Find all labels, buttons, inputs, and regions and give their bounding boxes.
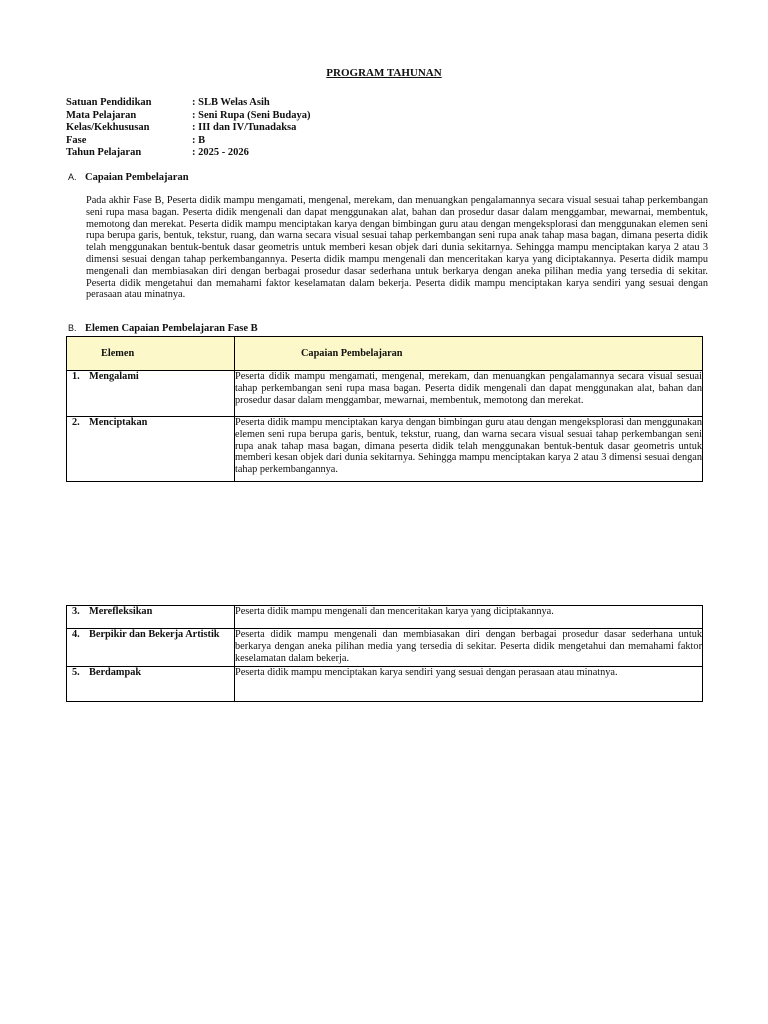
- info-row-kelas: [66, 122, 310, 135]
- table-row: [67, 667, 703, 702]
- elemen-name: Merefleksikan: [89, 606, 153, 617]
- elemen-name: Berpikir dan Bekerja Artistik: [89, 629, 220, 640]
- table-row: [67, 606, 703, 629]
- table-row: [67, 629, 703, 667]
- capaian-cell: Peserta didik mampu mengenali dan menceritakan karya yang diciptakannya.: [235, 606, 703, 629]
- info-row-fase: [66, 135, 310, 148]
- capaian-cell: Peserta didik mampu menciptakan karya dengan bimbingan guru atau dengan mengeksplorasi dan menggunakan elemen seni rupa berupa garis, bentuk, tekstur, ruang, dan warna secara visual sesuai tahap perkembangan seni rupa anak tahap masa bagan, dimana peserta didik telah menggunakan bentuk-bentuk dasar geometris untuk memberi kesan objek dari dunia sekitarnya. Sehingga mampu menciptakan karya 2 atau 3 dimensi sesuai dengan tahap perkembangannya.: [235, 417, 703, 482]
- elemen-table-page2: [66, 605, 703, 702]
- header-elemen: Elemen: [67, 337, 235, 371]
- info-row-mapel: [66, 110, 310, 123]
- elemen-cell: [67, 417, 235, 482]
- info-label: Satuan Pendidikan: [66, 97, 152, 108]
- elemen-name: Berdampak: [89, 667, 142, 678]
- section-letter: A.: [68, 172, 77, 182]
- page-title: PROGRAM TAHUNAN: [326, 67, 442, 79]
- info-value: : B: [192, 134, 206, 146]
- elemen-name: Mengalami: [89, 371, 139, 382]
- info-label: Kelas/Kekhususan: [66, 122, 150, 133]
- info-value: : III dan IV/Tunadaksa: [192, 122, 297, 133]
- row-number: 4.: [72, 629, 80, 640]
- row-number: 5.: [72, 667, 80, 678]
- header-capaian: Capaian Pembelajaran: [235, 337, 703, 371]
- info-label: Fase: [66, 134, 87, 146]
- row-number: 2.: [72, 417, 80, 428]
- capaian-cell: Peserta didik mampu mengenali dan membiasakan diri dengan berbagai prosedur dasar sederhana untuk berkarya dengan aneka pilihan media yang tersedia di sekitar. Peserta didik mengetahui dan memahami faktor keselamatan dalam bekerja.: [235, 629, 703, 667]
- info-label: Mata Pelajaran: [66, 109, 137, 121]
- info-value: : 2025 - 2026: [192, 147, 249, 158]
- table-row: [67, 371, 703, 417]
- info-row-satuan: [66, 97, 310, 110]
- table-header-row: [67, 337, 703, 371]
- info-value: : Seni Rupa (Seni Budaya): [192, 109, 311, 121]
- row-number: 1.: [72, 371, 80, 382]
- elemen-cell: [67, 667, 235, 702]
- elemen-name: Menciptakan: [89, 417, 148, 428]
- info-row-tahun: [66, 147, 310, 160]
- section-title: Capaian Pembelajaran: [85, 172, 189, 183]
- info-value: : SLB Welas Asih: [192, 97, 270, 108]
- table-row: [67, 417, 703, 482]
- elemen-table-page1: [66, 336, 703, 482]
- capaian-cell: Peserta didik mampu mengamati, mengenal, merekam, dan menuangkan pengalamannya secara visual sesuai tahap perkembangan seni rupa masa bagan. Peserta didik mengenali dan dapat menggunakan alat, bahan dan prosedur dasar dalam menggambar, mewarnai, membentuk, memotong dan merekat.: [235, 371, 703, 417]
- section-a-heading: [68, 172, 189, 183]
- section-letter: B.: [68, 323, 77, 333]
- section-title: Elemen Capaian Pembelajaran Fase B: [85, 323, 258, 334]
- capaian-cell: Peserta didik mampu menciptakan karya sendiri yang sesuai dengan perasaan atau minatnya.: [235, 667, 703, 702]
- elemen-cell: [67, 629, 235, 667]
- row-number: 3.: [72, 606, 80, 617]
- school-info: [66, 97, 310, 160]
- capaian-paragraph: Pada akhir Fase B, Peserta didik mampu mengamati, mengenal, merekam, dan menuangkan pengalamannya secara visual sesuai tahap perkembangan seni rupa masa bagan. Peserta didik mengenali dan dapat menggunakan alat, bahan dan prosedur dasar dalam menggambar, mewarnai, membentuk, memotong dan merekat. Peserta didik mampu menciptakan karya dengan bimbingan guru atau dengan mengeksplorasi dan menggunakan elemen seni rupa berupa garis, bentuk, tekstur, ruang, dan warna secara visual sesuai tahap perkembangan seni rupa anak tahap masa bagan, dimana peserta didik telah menggunakan bentuk-bentuk dasar geometris untuk memberi kesan objek dari dunia sekitarnya. Sehingga mampu menciptakan karya 2 atau 3 dimensi sesuai dengan tahap perkembangannya. Peserta didik mampu mengenali dan menceritakan karya yang diciptakannya. Peserta didik mampu mengenali dan membiasakan diri dengan berbagai prosedur dasar sederhana untuk berkarya dengan aneka pilihan media yang tersedia di sekitar. Peserta didik mengetahui dan memahami faktor keselamatan dalam bekerja. Peserta didik mampu menciptakan karya sendiri yang sesuai dengan perasaan atau minatnya.: [86, 195, 708, 301]
- elemen-cell: [67, 371, 235, 417]
- section-b-heading: [68, 323, 258, 334]
- elemen-cell: [67, 606, 235, 629]
- info-label: Tahun Pelajaran: [66, 147, 142, 158]
